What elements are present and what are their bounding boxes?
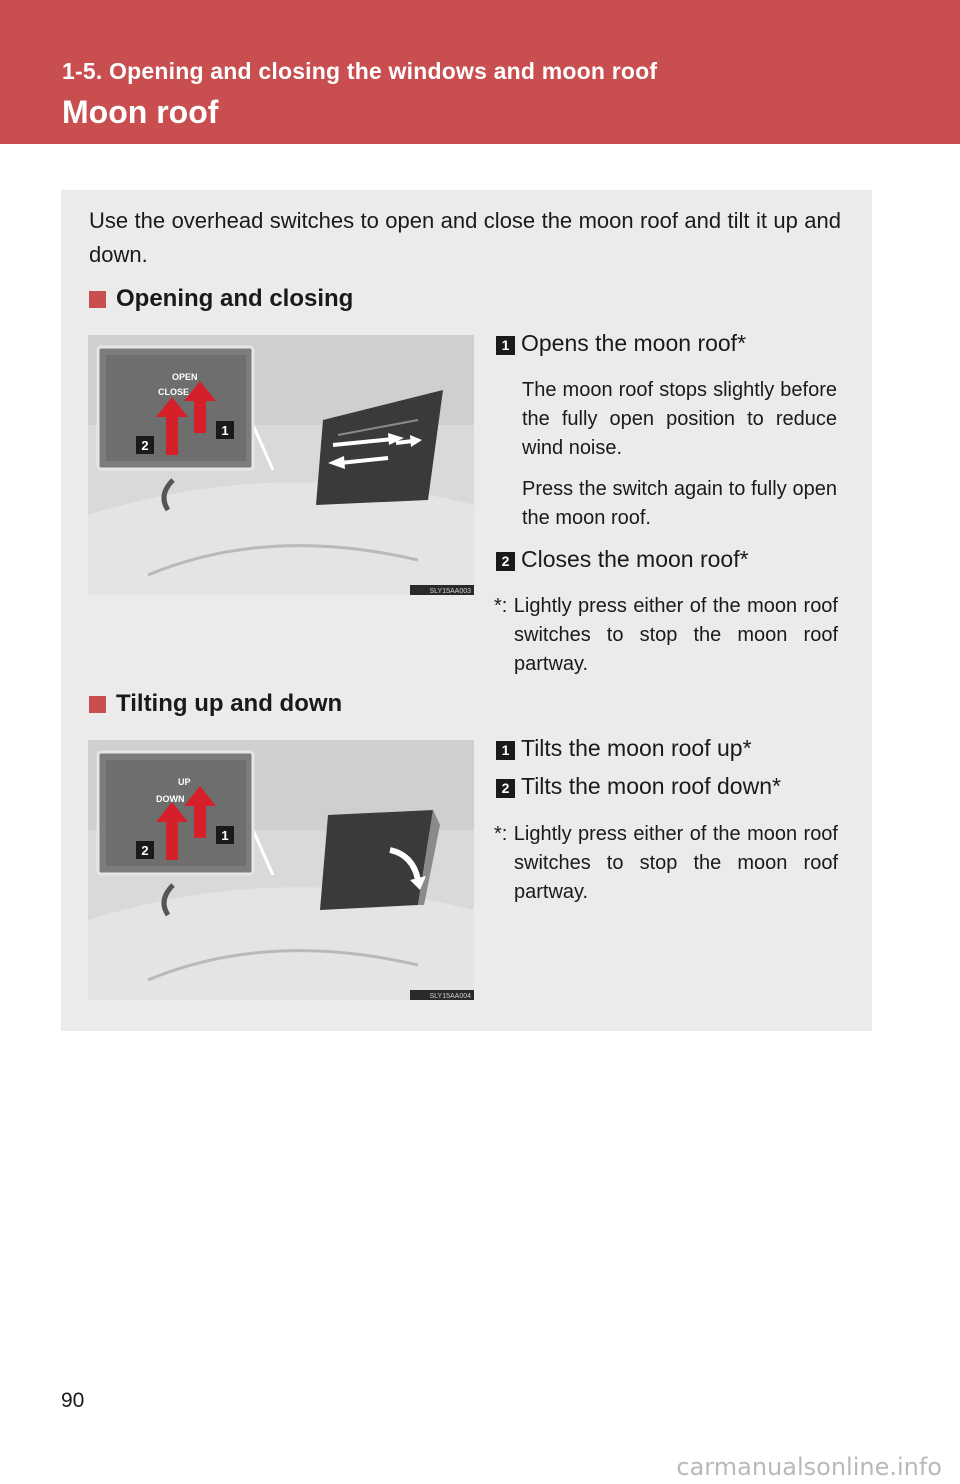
close-label: CLOSE [158,387,190,397]
opening-item-2 [496,546,841,573]
bullet-square-icon [89,696,106,713]
tilting-item-2-text: Tilts the moon roof down* [521,773,781,799]
up-label: UP [178,777,191,787]
figure-code: SLY15AA004 [429,993,471,1000]
callout-1: 1 [221,828,229,843]
intro-text: Use the overhead switches to open and close the moon roof and tilt it up and down. [89,208,841,267]
opening-item-2-text: Closes the moon roof* [521,546,749,572]
callout-2: 2 [141,843,149,858]
tilting-item-2 [496,773,841,800]
section-title: 1-5. Opening and closing the windows and moon roof [62,58,658,84]
number-badge: 1 [496,336,515,355]
opening-para-1: The moon roof stops slightly before the fully open position to reduce wind noise. [522,379,837,459]
callout-1: 1 [221,423,229,438]
opening-item-1-text: Opens the moon roof* [521,330,747,356]
opening-heading-text: Opening and closing [116,285,354,312]
opening-figure [88,335,474,595]
number-badge: 2 [496,779,515,798]
page-number: 90 [61,1389,85,1412]
tilting-item-1 [496,735,841,762]
tilting-figure [88,740,474,1000]
page-heading: Moon roof [62,94,219,130]
opening-para-2: Press the switch again to fully open the moon roof. [522,478,837,529]
number-badge: 1 [496,741,515,760]
tilting-item-1-text: Tilts the moon roof up* [521,735,752,761]
open-label: OPEN [172,372,198,382]
bullet-square-icon [89,291,106,308]
tilting-heading-text: Tilting up and down [116,690,343,717]
figure-code: SLY15AA003 [429,588,471,595]
tilting-heading [89,690,342,718]
opening-footnote: *: Lightly press either of the moon roof switches to stop the moon roof partway. [494,595,838,675]
down-label: DOWN [156,794,185,804]
opening-item-1 [496,330,841,357]
opening-heading [89,285,353,313]
tilting-footnote: *: Lightly press either of the moon roof switches to stop the moon roof partway. [494,823,838,903]
callout-2: 2 [141,438,149,453]
header-bar [0,0,960,144]
watermark: carmanualsonline.info [676,1453,942,1481]
number-badge: 2 [496,552,515,571]
